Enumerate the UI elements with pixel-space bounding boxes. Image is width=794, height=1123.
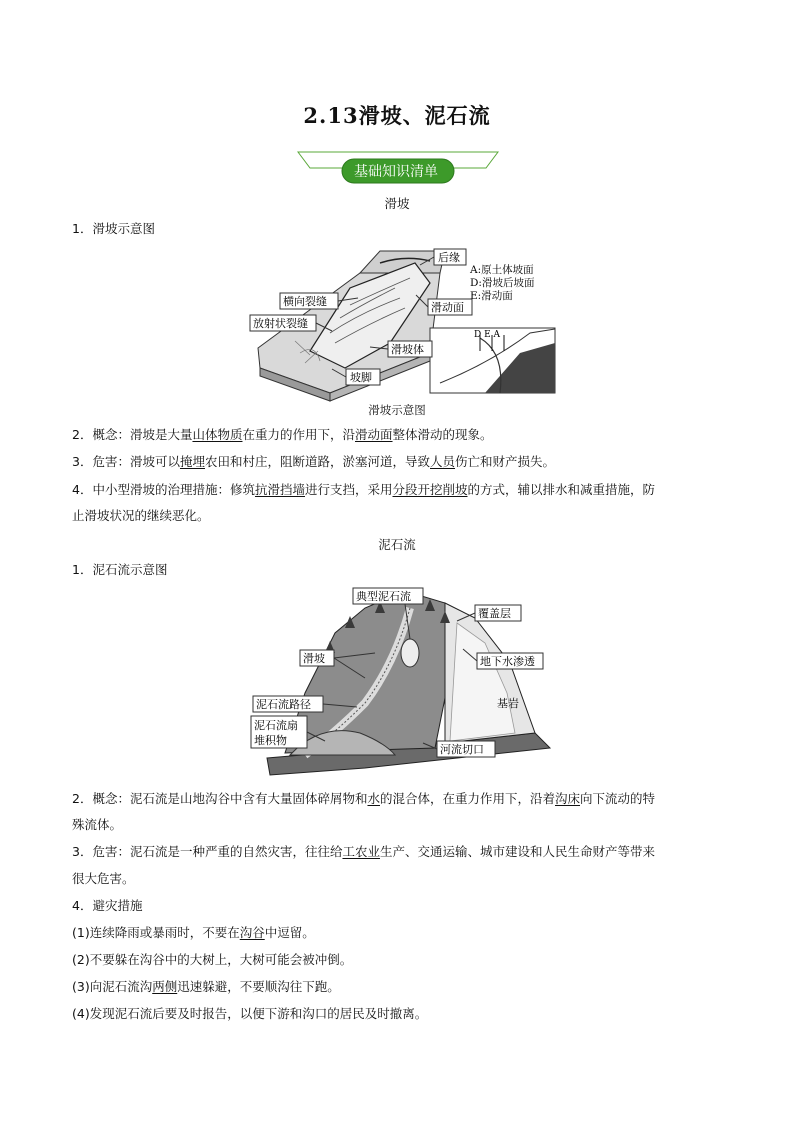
avoid-item-3: (3)向泥石流沟两侧迅速躲避，不要顺沟往下跑。 — [72, 979, 340, 994]
label-houyuan: 后缘 — [438, 251, 460, 264]
avoid-item-2: (2)不要躲在沟谷中的大树上，大树可能会被冲倒。 — [72, 952, 353, 967]
landslide-hazard: 3．危害：滑坡可以掩埋农田和村庄，阻断道路，淤塞河道，导致人员伤亡和财产损失。 — [72, 454, 556, 469]
landslide-diagram — [240, 243, 560, 403]
debris-section-title: 泥石流 — [378, 537, 416, 552]
landslide-measures: 4．中小型滑坡的治理措施：修筑抗滑挡墙进行支挡，采用分段开挖削坡的方式，辅以排水和减重措施，防 — [72, 482, 656, 497]
avoid-heading: 4．避灾措施 — [72, 898, 143, 913]
label-fangshe: 放射状裂缝 — [253, 317, 308, 330]
page-title: 2.13滑坡、泥石流 — [303, 103, 491, 128]
debris-diagram-heading: 1．泥石流示意图 — [72, 562, 168, 577]
debris-hazard: 3．危害：泥石流是一种严重的自然灾害，往往给工农业生产、交通运输、城市建设和人民生命财产等带来 — [72, 844, 655, 859]
debris-concept-cont: 殊流体。 — [72, 817, 123, 832]
label-huapo: 滑坡 — [303, 652, 325, 665]
banner-label: 基础知识清单 — [354, 164, 438, 180]
legend-d: D:滑坡后坡面 — [470, 277, 535, 289]
section-letters: D E A — [474, 330, 501, 340]
label-lujing: 泥石流路径 — [256, 698, 311, 711]
label-dixiashui: 地下水渗透 — [480, 655, 535, 668]
label-pojiao: 坡脚 — [350, 371, 372, 384]
legend-e: E:滑动面 — [470, 290, 513, 302]
label-huadongmian: 滑动面 — [431, 301, 464, 314]
landslide-diagram-heading: 1．滑坡示意图 — [72, 221, 155, 236]
label-huapoti: 滑坡体 — [391, 343, 424, 356]
label-shan-1: 泥石流扇 — [254, 719, 298, 732]
label-hengxiang: 横向裂缝 — [283, 295, 327, 308]
label-dianxing: 典型泥石流 — [356, 590, 411, 603]
label-jiyan: 基岩 — [497, 697, 519, 710]
label-hekou: 河流切口 — [440, 743, 484, 756]
label-shan-2: 堆积物 — [254, 734, 287, 747]
avoid-item-1: (1)连续降雨或暴雨时，不要在沟谷中逗留。 — [72, 925, 315, 940]
debris-diagram — [245, 583, 555, 783]
label-fugai: 覆盖层 — [478, 607, 511, 620]
landslide-caption: 滑坡示意图 — [368, 403, 426, 417]
debris-concept: 2．概念：泥石流是山地沟谷中含有大量固体碎屑物和水的混合体，在重力作用下，沿着沟床向下流动的特 — [72, 791, 656, 806]
landslide-concept: 2．概念：滑坡是大量山体物质在重力的作用下，沿滑动面整体滑动的现象。 — [72, 427, 493, 442]
landslide-measures-cont: 止滑坡状况的继续恶化。 — [72, 508, 210, 523]
debris-hazard-cont: 很大危害。 — [72, 871, 135, 886]
avoid-item-4: (4)发现泥石流后要及时报告，以便下游和沟口的居民及时撤离。 — [72, 1006, 428, 1021]
landslide-section-title: 滑坡 — [384, 196, 410, 211]
legend-a: A:原土体坡面 — [470, 264, 534, 276]
